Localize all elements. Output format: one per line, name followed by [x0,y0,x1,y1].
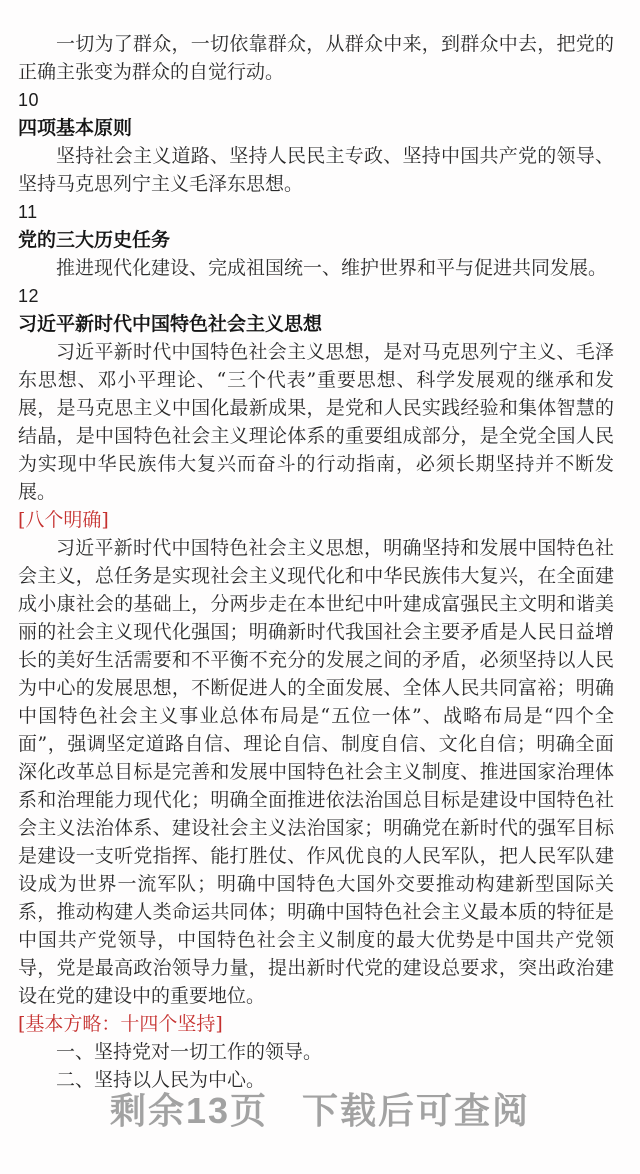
red-bracket-label: [八个明确] [18,509,109,531]
list-item: 二、坚持以人民为中心。 [56,1069,266,1091]
section-number: 11 [18,202,38,222]
pages-remaining-watermark [0,1088,640,1134]
section-number: 10 [18,90,40,110]
list-item: 一、坚持党对一切工作的领导。 [56,1041,323,1063]
red-bracket-label: [基本方略：十四个坚持] [18,1013,223,1035]
section-heading: 四项基本原则 [18,117,133,139]
section-heading: 习近平新时代中国特色社会主义思想 [18,313,323,335]
body-paragraph: 习近平新时代中国特色社会主义思想，是对马克思列宁主义、毛泽东思想、邓小平理论、“三个代表”重要思想、科学发展观的继承和发展，是马克思主义中国化最新成果，是党和人民实践经验和集体智慧的结晶，是中国特色社会主义理论体系的重要组成部分，是全党全国人民为实现中华民族伟大复兴而奋斗的行动指南，必须长期坚持并不断发展。 [18,341,614,503]
watermark-pages-remaining: 剩余13页 [109,1090,269,1131]
body-paragraph: 习近平新时代中国特色社会主义思想，明确坚持和发展中国特色社会主义，总任务是实现社会主义现代化和中华民族伟大复兴，在全面建成小康社会的基础上，分两步走在本世纪中叶建成富强民主文明和谐美丽的社会主义现代化强国；明确新时代我国社会主要矛盾是人民日益增长的美好生活需要和不平衡不充分的发展之间的矛盾，必须坚持以人民为中心的发展思想，不断促进人的全面发展、全体人民共同富裕；明确中国特色社会主义事业总体布局是“五位一体”、战略布局是“四个全面”，强调坚定道路自信、理论自信、制度自信、文化自信；明确全面深化改革总目标是完善和发展中国特色社会主义制度、推进国家治理体系和治理能力现代化；明确全面推进依法治国总目标是建设中国特色社会主义法治体系、建设社会主义法治国家；明确党在新时代的强军目标是建设一支听党指挥、能打胜仗、作风优良的人民军队，把人民军队建设成为世界一流军队；明确中国特色大国外交要推动构建新型国际关系，推动构建人类命运共同体；明确中国特色社会主义最本质的特征是中国共产党领导，中国特色社会主义制度的最大优势是中国共产党领导，党是最高政治领导力量，提出新时代党的建设总要求，突出政治建设在党的建设中的重要地位。 [18,537,614,1007]
watermark-download-hint: 下载后可查阅 [302,1090,531,1131]
body-paragraph: 坚持社会主义道路、坚持人民民主专政、坚持中国共产党的领导、坚持马克思列宁主义毛泽东思想。 [18,145,614,195]
document-body [18,30,614,1094]
body-paragraph: 推进现代化建设、完成祖国统一、维护世界和平与促进共同发展。 [56,257,608,279]
body-paragraph: 一切为了群众，一切依靠群众，从群众中来，到群众中去，把党的正确主张变为群众的自觉行动。 [18,33,614,83]
section-heading: 党的三大历史任务 [18,229,171,251]
section-number: 12 [18,286,40,306]
